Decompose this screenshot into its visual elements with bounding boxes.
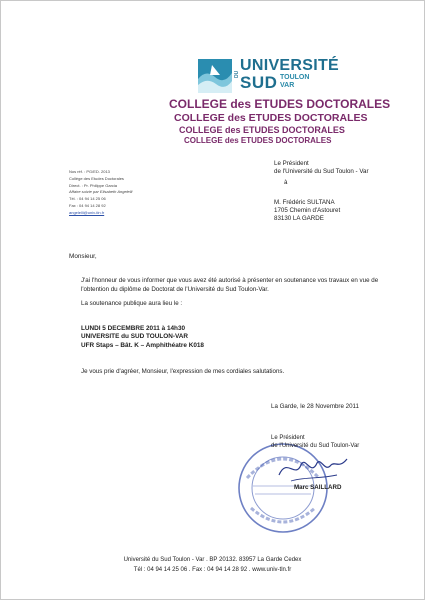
footer-contact: Tél : 04 94 14 25 06 . Fax : 04 94 14 28 92 . www.univ-tln.fr: [133, 567, 292, 573]
handwritten-signature-icon: [273, 449, 353, 489]
defense-date: LUNDI 5 DECEMBRE 2011 à 14h30: [81, 325, 186, 332]
logo-sud: SUD: [240, 73, 278, 92]
addressee-city: 83130 LA GARDE: [274, 215, 324, 222]
sender-institution: de l'Université du Sud Toulon - Var: [274, 168, 369, 175]
university-logo: [198, 57, 340, 97]
footer-address: Université du Sud Toulon - Var . BP 20132. 83957 La Garde Cedex: [123, 557, 302, 563]
signatory-name: Marc SAILLARD: [294, 484, 342, 491]
addressee-name: M. Frédéric SULTANA: [274, 199, 335, 206]
reference-tel: Tél. : 04 94 14 25 06: [69, 196, 106, 202]
reference-director: Direct. : Pr. Philippe Garcia: [69, 182, 118, 188]
date-line: La Garde, le 28 Novembre 2011: [271, 403, 359, 410]
sender-title: Le Président: [274, 160, 309, 167]
college-heading-4: COLLEGE des ETUDES DOCTORALES: [184, 136, 332, 145]
defense-university: UNIVERSITE du SUD TOULON-VAR: [81, 333, 188, 341]
salutation: Monsieur,: [69, 253, 97, 260]
reference-contact: Affaire suivie par Elisabeth Angelelli: [69, 189, 133, 195]
college-heading-1: COLLEGE des ETUDES DOCTORALES: [169, 97, 391, 111]
defense-details: [81, 325, 204, 350]
reference-block: [69, 169, 132, 217]
addressee-street: 1705 Chemin d'Astouret: [274, 207, 341, 214]
college-heading-3: COLLEGE des ETUDES DOCTORALES: [179, 125, 345, 135]
closing-formula: Je vous prie d'agréer, Monsieur, l'expression de mes cordiales salutations.: [81, 368, 285, 375]
sea-logo-icon: [198, 59, 232, 93]
sender-block: [274, 160, 369, 190]
logo-du: DU: [234, 70, 240, 78]
logo-universite: UNIVERSITÉ: [240, 57, 340, 74]
logo-var: VAR: [280, 82, 295, 89]
reference-dept: Collège des Etudes Doctorales: [69, 175, 124, 181]
reference-email-link[interactable]: angelelli@univ-tln.fr: [69, 209, 105, 215]
sender-a: à: [284, 179, 288, 186]
signature-block: [271, 435, 359, 450]
signature-institution: de l'Université du Sud Toulon-Var: [271, 442, 360, 449]
defense-room: UFR Staps – Bât. K – Amphithéatre K018: [81, 341, 204, 349]
addressee-block: [274, 199, 340, 223]
signature-title: Le Président: [271, 435, 305, 441]
logo-toulon: TOULON: [280, 74, 310, 81]
reference-fax: Fax : 04 94 14 28 92: [69, 202, 106, 208]
paragraph-authorization: J'ai l'honneur de vous informer que vous avez été autorisé à présenter en soutenance vos travaux en vue de l'obtention du diplôme de Doctorat de l'Université du Sud Toulon-Var.: [81, 277, 379, 293]
college-heading-2: COLLEGE des ETUDES DOCTORALES: [174, 112, 368, 124]
reference-line: Nos réf. : PG/ED. 2013: [69, 169, 110, 174]
paragraph-defense-intro: La soutenance publique aura lieu le :: [81, 300, 183, 307]
logo-toulon-var: [280, 74, 309, 90]
